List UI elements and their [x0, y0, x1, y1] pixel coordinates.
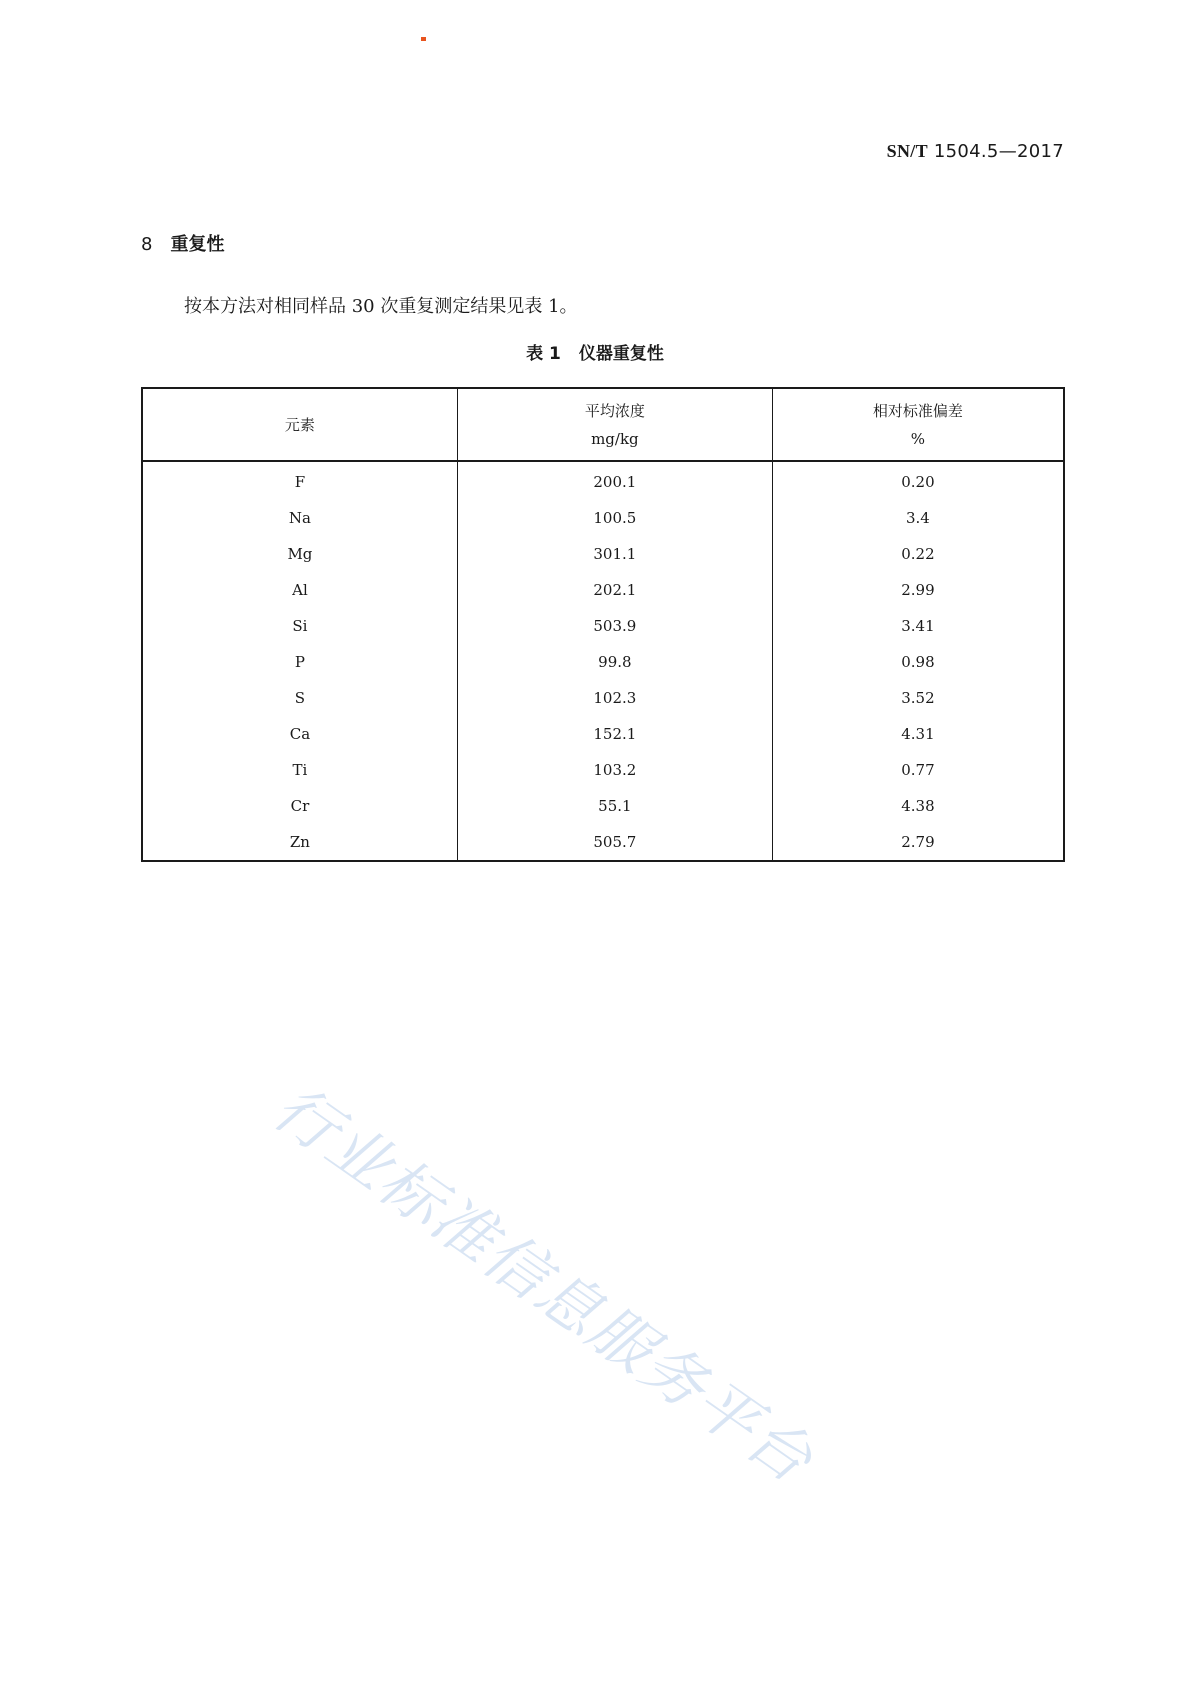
table-row — [142, 608, 1064, 644]
table-row — [142, 644, 1064, 680]
watermark-text: 行业标准信息服务平台 — [260, 1070, 827, 1498]
table-header-row — [142, 388, 1064, 461]
cell-rsd: 0.77 — [772, 752, 1064, 788]
table-row — [142, 461, 1064, 500]
red-corner-mark — [421, 37, 426, 41]
cell-element: Cr — [142, 788, 457, 824]
body-paragraph: 按本方法对相同样品 30 次重复测定结果见表 1。 — [184, 296, 578, 317]
table-number: 表 1 — [526, 344, 561, 364]
table-title: 仪器重复性 — [578, 344, 664, 364]
cell-element: P — [142, 644, 457, 680]
table-row — [142, 572, 1064, 608]
table-row — [142, 680, 1064, 716]
cell-rsd: 0.20 — [772, 461, 1064, 500]
cell-rsd: 0.22 — [772, 536, 1064, 572]
cell-element: Ti — [142, 752, 457, 788]
cell-mean-concentration: 99.8 — [457, 644, 772, 680]
cell-rsd: 3.4 — [772, 500, 1064, 536]
table-row — [142, 752, 1064, 788]
table-row — [142, 824, 1064, 861]
cell-mean-concentration: 301.1 — [457, 536, 772, 572]
cell-mean-concentration: 202.1 — [457, 572, 772, 608]
cell-rsd: 3.41 — [772, 608, 1064, 644]
cell-element: Ca — [142, 716, 457, 752]
standard-prefix: SN/T — [886, 141, 928, 161]
section-number: 8 — [141, 234, 153, 255]
header-unit: % — [910, 429, 926, 448]
table-row — [142, 536, 1064, 572]
cell-mean-concentration: 503.9 — [457, 608, 772, 644]
cell-mean-concentration: 103.2 — [457, 752, 772, 788]
cell-mean-concentration: 152.1 — [457, 716, 772, 752]
cell-mean-concentration: 100.5 — [457, 500, 772, 536]
cell-element: F — [142, 461, 457, 500]
table-caption — [0, 339, 1190, 364]
cell-rsd: 2.99 — [772, 572, 1064, 608]
cell-element: Si — [142, 608, 457, 644]
standard-number: 1504.5—2017 — [933, 141, 1064, 162]
section-heading — [141, 230, 224, 256]
section-title: 重复性 — [170, 234, 225, 255]
cell-element: Al — [142, 572, 457, 608]
header-rsd — [772, 388, 1064, 461]
repeatability-table — [141, 387, 1065, 862]
cell-mean-concentration: 505.7 — [457, 824, 772, 861]
cell-element: Mg — [142, 536, 457, 572]
cell-mean-concentration: 102.3 — [457, 680, 772, 716]
table-row — [142, 716, 1064, 752]
header-label: 元素 — [284, 415, 315, 434]
header-element — [142, 388, 457, 461]
cell-rsd: 0.98 — [772, 644, 1064, 680]
cell-rsd: 3.52 — [772, 680, 1064, 716]
header-unit: mg/kg — [591, 429, 639, 448]
cell-rsd: 2.79 — [772, 824, 1064, 861]
cell-mean-concentration: 200.1 — [457, 461, 772, 500]
table-body — [142, 461, 1064, 861]
standard-code — [887, 141, 1064, 162]
table-row — [142, 788, 1064, 824]
header-mean-concentration — [457, 388, 772, 461]
cell-element: S — [142, 680, 457, 716]
table-row — [142, 500, 1064, 536]
cell-element: Zn — [142, 824, 457, 861]
cell-mean-concentration: 55.1 — [457, 788, 772, 824]
cell-rsd: 4.38 — [772, 788, 1064, 824]
header-label: 平均浓度 — [584, 401, 645, 420]
header-label: 相对标准偏差 — [872, 401, 963, 420]
cell-rsd: 4.31 — [772, 716, 1064, 752]
cell-element: Na — [142, 500, 457, 536]
